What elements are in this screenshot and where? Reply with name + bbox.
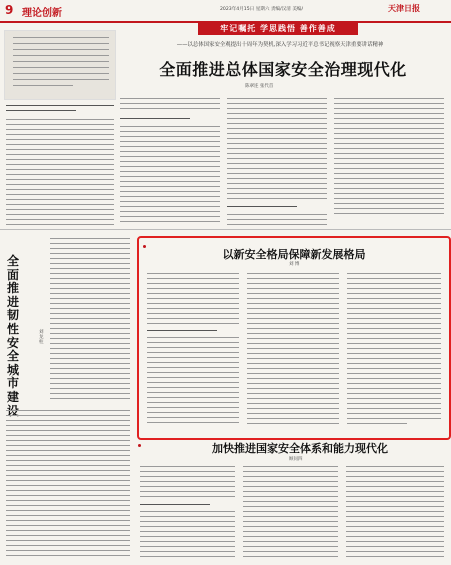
second-article-byline: 顾问四 [289, 457, 303, 462]
section-title: 理论创新 [22, 8, 62, 19]
slogan-banner: 牢记嘱托 学思践悟 善作善成 [198, 22, 358, 35]
left-article-byline: 刘龙柱 [39, 330, 44, 345]
second-article-title: 加快推进国家安全体系和能力现代化 [212, 442, 388, 455]
feature-article-title: 以新安全格局保障新发展格局 [222, 248, 366, 261]
section-divider [0, 229, 451, 230]
second-bullet-icon [138, 444, 141, 447]
lead-headline: 全面推进总体国家安全治理现代化 [159, 60, 407, 79]
paper-logo: 天津日报 [388, 3, 420, 13]
feature-article-byline: 刘 博 [289, 262, 300, 267]
left-article-title: 全面推进韧性安全城市建设 [6, 254, 19, 418]
lead-byline: 陈翠连 张代首 [245, 84, 274, 89]
lead-subtitle: ——以总体国家安全观提出十周年为契机,深入学习习近平总书记视察天津重要讲话精神 [176, 42, 384, 48]
issue-meta: 2023年4月15日 星期六 责编/汉清 美编/ [220, 7, 304, 12]
page-number: 9 [5, 3, 14, 17]
masthead [0, 0, 451, 23]
intro-box [4, 30, 116, 100]
feature-article [137, 236, 451, 440]
